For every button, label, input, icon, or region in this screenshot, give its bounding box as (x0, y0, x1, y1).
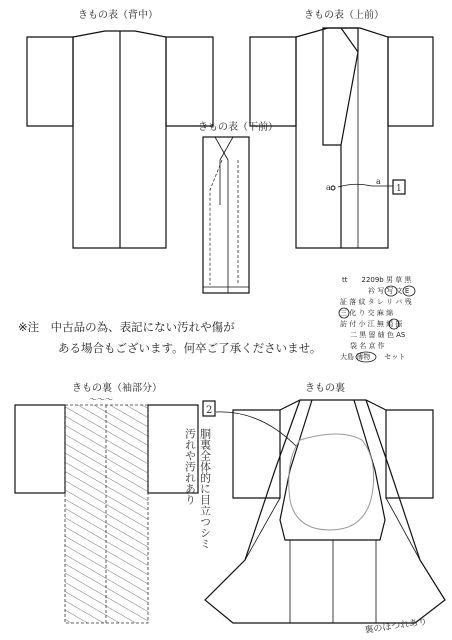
back-right-sleeve (166, 37, 213, 126)
kimono-lining-full-view (205, 381, 445, 623)
back-left-sleeve (27, 37, 73, 126)
kimono-front-lower-view (198, 120, 278, 293)
stain-a-letter: a (326, 183, 331, 192)
note-line-2: ある場合もございます。何卒ご了承くださいませ。 (58, 341, 322, 355)
front-lower-label: きもの表（下前） (198, 122, 278, 133)
lining-left-sleeve (15, 405, 65, 493)
code-row-6: 袋 名 京 作 (350, 342, 385, 350)
front-upper-label: きもの表（上前） (304, 10, 384, 21)
note-line-1: ※注 中古品の為、表記にない汚れや傷が (18, 320, 235, 334)
lining-collar-inner (280, 400, 385, 540)
kimono-back-view (27, 8, 213, 248)
code-row-5: 二 黒 留 紬 色 AS (350, 331, 406, 339)
code-row-4: 訪 付 小 江 無 絹 振 (340, 320, 403, 328)
marker-box-1-label: 1 (396, 184, 402, 194)
code-row-0: tt 2209b 男 草 黒 (342, 276, 412, 284)
handwritten-note-column-1: 胴裏全体的に目立つシミ (198, 428, 212, 549)
lining-full-left-sleeve (233, 410, 280, 498)
lining-full-right-sleeve (386, 410, 433, 498)
stain-a-leader-line (338, 184, 393, 187)
collar-left (323, 28, 358, 145)
stain-a-letter-2: a (376, 177, 381, 186)
lining-hatched-body (65, 405, 148, 623)
back-view-label: きもの表（背中） (78, 10, 158, 21)
stain-area-outline (289, 434, 374, 530)
code-row-3: 三 化 り 交 麻 綿 (340, 309, 394, 317)
marker-box-2-label: 2 (206, 405, 213, 416)
handwritten-note-column-2: 汚れや汚れあり (183, 428, 197, 505)
lower-front-collar-line (220, 137, 233, 205)
sleeve-lining-label: きもの裏（袖部分） (72, 383, 162, 394)
code-row-7: 大島 薄物 セット (340, 353, 406, 361)
lining-bracket-mark: ～～～ (89, 395, 113, 404)
kimono-lining-sleeve-view (15, 381, 198, 623)
stain-a-marker (331, 186, 335, 190)
front-left-sleeve (250, 37, 296, 126)
code-row-2: 証 落 紋 タ レ リ バ 残 (340, 298, 412, 306)
stain-2-leader-line (216, 412, 296, 446)
lining-left-opening (205, 400, 300, 623)
disclaimer-note (18, 320, 321, 355)
code-row-1: 衿 写 写 文 E (368, 287, 410, 295)
lining-shoulder-line (280, 400, 386, 410)
item-code-table (339, 275, 415, 362)
front-right-sleeve (388, 37, 433, 126)
handwritten-notes (184, 401, 428, 636)
handwritten-bottom-note: 裏のほつれあり (364, 617, 428, 636)
lining-label: きもの裏 (305, 383, 345, 394)
